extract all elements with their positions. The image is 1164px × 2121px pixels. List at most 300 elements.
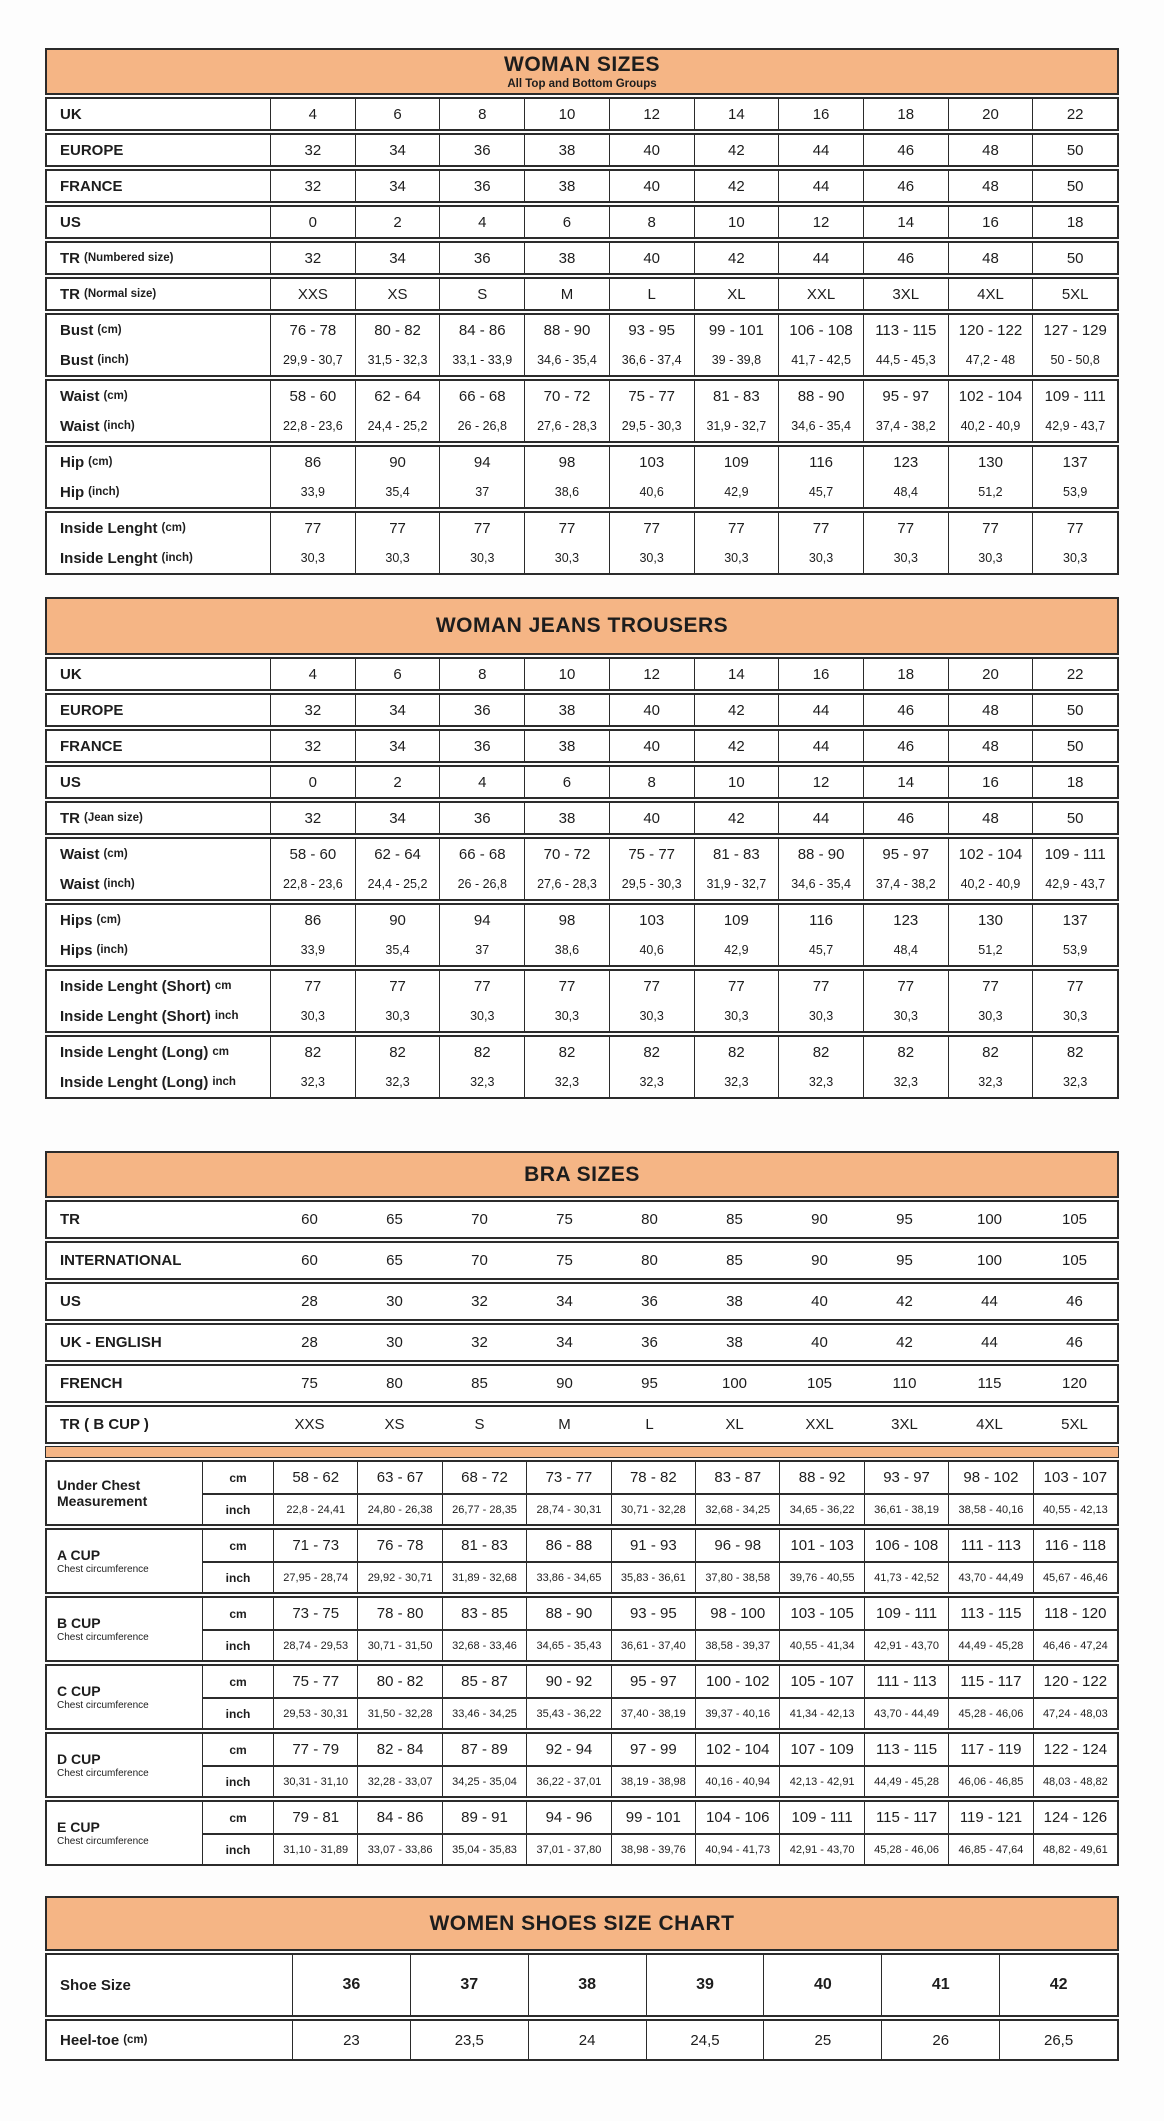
cell-value: 45,28 - 46,06 (864, 1835, 948, 1864)
cell-value: 93 - 95 (609, 315, 694, 345)
cell-value: 26 - 26,8 (439, 411, 524, 441)
woman-sizes-title: WOMAN SIZES (504, 53, 660, 76)
cell-value: 35,04 - 35,83 (442, 1835, 526, 1864)
cell-value: XXS (294, 1416, 325, 1433)
cell-value: 22,8 - 23,6 (270, 869, 355, 899)
row-group (45, 765, 1119, 799)
row-label-text: TR ( B CUP ) (60, 1416, 149, 1433)
cup-label (47, 1598, 203, 1660)
cell-value: 77 (439, 971, 524, 1001)
table-row (47, 447, 1117, 477)
cell-value: 40 (811, 1293, 828, 1310)
cell-value: L (609, 279, 694, 309)
cup-rows (203, 1598, 1117, 1660)
cell-value: 35,4 (355, 477, 440, 507)
table-row (203, 1598, 1117, 1629)
row-label-text: TR (60, 1211, 80, 1228)
cell-value: 110 (892, 1375, 917, 1392)
jeans-header (45, 597, 1119, 655)
cup-label (47, 1802, 203, 1864)
table-row (47, 477, 1117, 507)
row-label (47, 839, 270, 869)
cell-value: 37,4 - 38,2 (863, 411, 948, 441)
cell-value: 4XL (976, 1416, 1003, 1433)
cell-value: 38 (726, 1334, 743, 1351)
bra-cup-body (45, 1460, 1119, 1866)
cell-value: 63 - 67 (357, 1462, 441, 1493)
bra-table (45, 1151, 1119, 1866)
table-row (203, 1493, 1117, 1524)
cell-value: 75 (301, 1375, 318, 1392)
row-label-text: Waist (60, 417, 100, 435)
cell-value: 44 (778, 803, 863, 833)
cell-value: 30 (386, 1293, 403, 1310)
table-row (47, 135, 1117, 165)
row-label-text: US (60, 773, 81, 791)
cell-value: 82 (439, 1037, 524, 1067)
cell-value: 99 - 101 (694, 315, 779, 345)
cell-value: 44 (981, 1293, 998, 1310)
cup-name: A CUP (57, 1546, 101, 1563)
cell-value: 51,2 (948, 935, 1033, 965)
cell-value: 0 (270, 767, 355, 797)
cell-value: 30,3 (778, 543, 863, 573)
cell-value: 111 - 113 (864, 1666, 948, 1697)
table-row (47, 971, 1117, 1001)
cell-value: 42 (694, 243, 779, 273)
cell-value: 33,9 (270, 935, 355, 965)
cell-value: 103 - 107 (1033, 1462, 1117, 1493)
row-group (45, 205, 1119, 239)
cell-value: 6 (524, 207, 609, 237)
cell-value: 77 (863, 971, 948, 1001)
table-row (47, 1955, 1117, 2015)
cell-value: 28 (301, 1293, 318, 1310)
cell-value: 82 (863, 1037, 948, 1067)
cell-value: 2 (355, 207, 440, 237)
cell-value: 83 - 85 (442, 1598, 526, 1629)
row-group (45, 693, 1119, 727)
cell-value: 37,4 - 38,2 (863, 869, 948, 899)
cell-value: 77 (778, 971, 863, 1001)
cell-value: 38,58 - 39,37 (695, 1631, 779, 1660)
cell-value: 77 (609, 513, 694, 543)
cell-value: 111 - 113 (948, 1530, 1032, 1561)
cell-value: 109 - 111 (1032, 839, 1117, 869)
row-label (47, 135, 270, 165)
row-label (47, 345, 270, 375)
cell-value: 109 - 111 (779, 1802, 863, 1833)
row-label (47, 99, 270, 129)
cup-subtitle: Chest circumference (57, 1836, 149, 1848)
row-label-note: cm (214, 980, 232, 992)
row-label (47, 171, 270, 201)
cell-value: 23,5 (410, 2021, 528, 2059)
cell-value: XXS (270, 279, 355, 309)
cell-value: 77 (1032, 971, 1117, 1001)
cell-value: 22 (1032, 99, 1117, 129)
table-row (47, 171, 1117, 201)
cell-value: 32,28 - 33,07 (357, 1767, 441, 1796)
cell-value: 46 (863, 731, 948, 761)
cell-value: 26 (881, 2021, 999, 2059)
cell-value: 100 - 102 (695, 1666, 779, 1697)
cell-value: 97 - 99 (611, 1734, 695, 1765)
unit-label: inch (225, 1842, 251, 1857)
cell-value: 88 - 90 (524, 315, 609, 345)
cell-value: 102 - 104 (695, 1734, 779, 1765)
row-group (45, 313, 1119, 377)
cell-value: 77 (694, 971, 779, 1001)
cell-value: 101 - 103 (779, 1530, 863, 1561)
cell-value: 45,7 (778, 477, 863, 507)
row-label-note: (cm) (103, 848, 128, 860)
table-row (47, 381, 1117, 411)
cell-value: 27,6 - 28,3 (524, 411, 609, 441)
table-row (47, 767, 1117, 797)
cell-value: 77 (948, 513, 1033, 543)
table-row (203, 1561, 1117, 1592)
row-label-note: (Jean size) (84, 812, 143, 824)
cell-value: 4XL (948, 279, 1033, 309)
row-group (45, 837, 1119, 901)
cell-value: 14 (863, 767, 948, 797)
cell-value: 30,71 - 32,28 (611, 1495, 695, 1524)
unit-label: cm (229, 1674, 247, 1689)
cell-value: 18 (863, 659, 948, 689)
cell-value: 28,74 - 29,53 (273, 1631, 357, 1660)
row-label (47, 1037, 270, 1067)
cup-label (47, 1666, 203, 1728)
row-label (47, 1955, 292, 2015)
row-label-note: (inch) (103, 878, 135, 890)
cell-value: 90 (556, 1375, 573, 1392)
row-label-note: cm (212, 1046, 229, 1058)
row-label-text: TR (60, 249, 80, 267)
table-row (47, 243, 1117, 273)
cell-value: 82 (694, 1037, 779, 1067)
cell-value: 32,3 (863, 1067, 948, 1097)
cell-value: 29,53 - 30,31 (273, 1699, 357, 1728)
accent-divider (45, 1446, 1119, 1458)
cell-value: 90 (355, 447, 440, 477)
cell-value: 10 (524, 99, 609, 129)
cell-value: 60 (301, 1211, 318, 1228)
cell-value: 50 (1032, 243, 1117, 273)
cell-value: 34,6 - 35,4 (524, 345, 609, 375)
table-row (203, 1462, 1117, 1493)
cell-value: 8 (439, 659, 524, 689)
cell-value: XXL (805, 1416, 834, 1433)
bra-header (45, 1151, 1119, 1198)
cell-value: 30,3 (1032, 1001, 1117, 1031)
cell-value: 36 (641, 1293, 658, 1310)
row-group (45, 801, 1119, 835)
cell-value: 38 (524, 731, 609, 761)
row-group (45, 1596, 1119, 1662)
cell-value: 40,6 (609, 935, 694, 965)
cell-value: 95 (896, 1211, 913, 1228)
cell-value: 65 (386, 1211, 403, 1228)
cell-value: 16 (948, 767, 1033, 797)
row-group (45, 1282, 1119, 1321)
cell-value: 27,6 - 28,3 (524, 869, 609, 899)
table-row (47, 1366, 1117, 1401)
cell-value: 40,2 - 40,9 (948, 411, 1033, 441)
row-label (47, 731, 270, 761)
cell-value: 12 (778, 207, 863, 237)
row-group (45, 729, 1119, 763)
cell-value: 42,91 - 43,70 (779, 1835, 863, 1864)
cell-value: 44,5 - 45,3 (863, 345, 948, 375)
row-label-text: EUROPE (60, 141, 124, 159)
cell-value: 53,9 (1032, 935, 1117, 965)
cell-value: 38,6 (524, 935, 609, 965)
cell-value: 47,2 - 48 (948, 345, 1033, 375)
cell-value: 77 (863, 513, 948, 543)
row-label (47, 971, 270, 1001)
cell-value: 98 (524, 447, 609, 477)
cell-value: 118 - 120 (1033, 1598, 1117, 1629)
cell-value: 95 - 97 (611, 1666, 695, 1697)
cell-value: 32,3 (270, 1067, 355, 1097)
table-row (47, 207, 1117, 237)
cell-value: 30 (386, 1334, 403, 1351)
table-row (47, 1407, 1117, 1442)
cell-value: 105 (1061, 1211, 1088, 1228)
cell-value: 5XL (1032, 279, 1117, 309)
cell-value: 58 - 62 (273, 1462, 357, 1493)
shoes-title: WOMEN SHOES SIZE CHART (429, 1911, 735, 1935)
row-label-text: TR (60, 809, 80, 827)
cell-value: 100 (976, 1252, 1003, 1269)
cell-value: 100 (976, 1211, 1003, 1228)
row-label-text: Inside Lenght (60, 549, 158, 567)
cell-value: L (645, 1416, 654, 1433)
table-row (47, 935, 1117, 965)
row-label (47, 1202, 267, 1237)
cell-value: 40 (609, 243, 694, 273)
row-label-text: TR (60, 285, 80, 303)
cell-value: 50 (1032, 731, 1117, 761)
row-label-note: (inch) (88, 486, 120, 498)
cell-value: 41,34 - 42,13 (779, 1699, 863, 1728)
cell-value: 37 (439, 935, 524, 965)
cell-value: 29,92 - 30,71 (357, 1563, 441, 1592)
cell-value: 85 - 87 (442, 1666, 526, 1697)
cell-value: 4 (439, 207, 524, 237)
cell-value: 34 (355, 695, 440, 725)
cell-value: 36 (292, 1955, 410, 2015)
row-group (45, 169, 1119, 203)
cell-value: 40 (811, 1334, 828, 1351)
cell-value: 71 - 73 (273, 1530, 357, 1561)
row-label-text: EUROPE (60, 701, 124, 719)
cell-value: M (524, 279, 609, 309)
cell-value: 127 - 129 (1032, 315, 1117, 345)
woman-sizes-subtitle: All Top and Bottom Groups (507, 78, 657, 90)
unit-label: inch (225, 1570, 251, 1585)
cell-value: 20 (948, 99, 1033, 129)
cell-value: 14 (694, 99, 779, 129)
cell-value: 30,3 (439, 543, 524, 573)
cup-label (47, 1462, 203, 1524)
cup-rows (203, 1530, 1117, 1592)
cup-subtitle: Chest circumference (57, 1564, 149, 1576)
row-label-text: Inside Lenght (60, 519, 158, 537)
cell-value: 81 - 83 (694, 839, 779, 869)
cell-value: XXL (778, 279, 863, 309)
row-label (47, 1243, 267, 1278)
cell-value: 73 - 75 (273, 1598, 357, 1629)
cell-value: 77 (1032, 513, 1117, 543)
cell-value: 77 (439, 513, 524, 543)
cell-value: 32 (471, 1334, 488, 1351)
row-group (45, 1035, 1119, 1099)
cell-value: 48 (948, 695, 1033, 725)
row-group (45, 1664, 1119, 1730)
row-group (45, 969, 1119, 1033)
cup-label (47, 1530, 203, 1592)
row-label-text: Inside Lenght (Long) (60, 1043, 209, 1061)
cell-value: 62 - 64 (355, 839, 440, 869)
cell-value: 31,9 - 32,7 (694, 411, 779, 441)
cell-value: 115 - 117 (948, 1666, 1032, 1697)
row-label-note: (Numbered size) (84, 252, 174, 264)
cell-value: 42,9 - 43,7 (1032, 869, 1117, 899)
cell-value: 38 (524, 243, 609, 273)
cell-value: 16 (778, 99, 863, 129)
row-group (45, 1460, 1119, 1526)
cell-value: 10 (694, 767, 779, 797)
cell-value: 31,89 - 32,68 (442, 1563, 526, 1592)
cell-value: 88 - 92 (779, 1462, 863, 1493)
row-label-note: (cm) (96, 914, 121, 926)
table-row (47, 543, 1117, 573)
cell-value: 80 (641, 1211, 658, 1228)
cell-value: 36 (439, 803, 524, 833)
cell-value: 122 - 124 (1033, 1734, 1117, 1765)
row-label-note: (cm) (161, 522, 186, 534)
cell-value: 78 - 82 (611, 1462, 695, 1493)
cell-value: 82 (609, 1037, 694, 1067)
cell-value: 78 - 80 (357, 1598, 441, 1629)
cell-value: 42,9 (694, 935, 779, 965)
cell-value: 30,3 (694, 543, 779, 573)
cell-value: 47,24 - 48,03 (1033, 1699, 1117, 1728)
cell-value: 40,2 - 40,9 (948, 869, 1033, 899)
table-row (203, 1629, 1117, 1660)
table-row (47, 2021, 1117, 2059)
cell-value: 77 (355, 971, 440, 1001)
row-label-text: Hip (60, 483, 85, 501)
cell-value: 36 (439, 243, 524, 273)
cell-value: 30,3 (524, 1001, 609, 1031)
cell-value: 58 - 60 (270, 381, 355, 411)
cell-value: 12 (778, 767, 863, 797)
cell-value: 91 - 93 (611, 1530, 695, 1561)
cell-value: 40 (763, 1955, 881, 2015)
cell-value: 42 (694, 135, 779, 165)
row-group (45, 1800, 1119, 1866)
cell-value: 117 - 119 (948, 1734, 1032, 1765)
table-row (47, 1284, 1117, 1319)
cell-value: 25 (763, 2021, 881, 2059)
table-row (47, 803, 1117, 833)
row-label-text: Bust (60, 321, 94, 339)
cell-value: 96 - 98 (695, 1530, 779, 1561)
cell-value: 35,83 - 36,61 (611, 1563, 695, 1592)
cell-value: 30,3 (609, 543, 694, 573)
cell-value: 46 (1066, 1334, 1083, 1351)
cell-value: 98 - 102 (948, 1462, 1032, 1493)
cell-value: 34 (355, 171, 440, 201)
row-label (47, 803, 270, 833)
cell-value: 81 - 83 (442, 1530, 526, 1561)
cell-value: 39,37 - 40,16 (695, 1699, 779, 1728)
cell-value: 14 (863, 207, 948, 237)
cell-value: 30,3 (270, 1001, 355, 1031)
row-label (47, 543, 270, 573)
cell-value: 14 (694, 659, 779, 689)
row-label-note: (cm) (103, 390, 128, 402)
row-label-text: FRANCE (60, 737, 123, 755)
cell-value: 70 - 72 (524, 839, 609, 869)
cell-value: 38 (524, 135, 609, 165)
table-row (47, 659, 1117, 689)
cell-value: 44,49 - 45,28 (948, 1631, 1032, 1660)
cup-name: C CUP (57, 1682, 101, 1699)
row-label-text: Waist (60, 875, 100, 893)
cell-value: 42 (999, 1955, 1117, 2015)
cell-value: 77 (778, 513, 863, 543)
cell-value: 50 (1032, 695, 1117, 725)
cell-value: 30,31 - 31,10 (273, 1767, 357, 1796)
cell-value: 77 (355, 513, 440, 543)
cell-value: 42 (694, 695, 779, 725)
table-row (47, 411, 1117, 441)
cell-value: 32,3 (609, 1067, 694, 1097)
cell-value: 80 - 82 (357, 1666, 441, 1697)
cup-rows (203, 1462, 1117, 1524)
row-label (47, 695, 270, 725)
table-row (47, 279, 1117, 309)
cell-value: 38,98 - 39,76 (611, 1835, 695, 1864)
cell-value: 92 - 94 (526, 1734, 610, 1765)
cell-value: 50 (1032, 135, 1117, 165)
cell-value: 48 (948, 171, 1033, 201)
cup-subtitle: Chest circumference (57, 1768, 149, 1780)
cell-value: 34 (355, 243, 440, 273)
cell-value: 40,55 - 41,34 (779, 1631, 863, 1660)
row-group (45, 1528, 1119, 1594)
cell-value: 46 (1066, 1293, 1083, 1310)
table-row (47, 695, 1117, 725)
cell-value: 40 (609, 135, 694, 165)
cell-value: 18 (863, 99, 948, 129)
cell-value: 88 - 90 (526, 1598, 610, 1629)
table-row (203, 1802, 1117, 1833)
cell-value: 50 (1032, 171, 1117, 201)
cell-value: 39 (646, 1955, 764, 2015)
row-label (47, 1366, 267, 1401)
cell-value: 16 (778, 659, 863, 689)
cell-value: 44 (778, 731, 863, 761)
row-group (45, 2019, 1119, 2061)
cell-value: 32,3 (778, 1067, 863, 1097)
bra-title: BRA SIZES (524, 1162, 640, 1186)
cell-value: 8 (609, 207, 694, 237)
